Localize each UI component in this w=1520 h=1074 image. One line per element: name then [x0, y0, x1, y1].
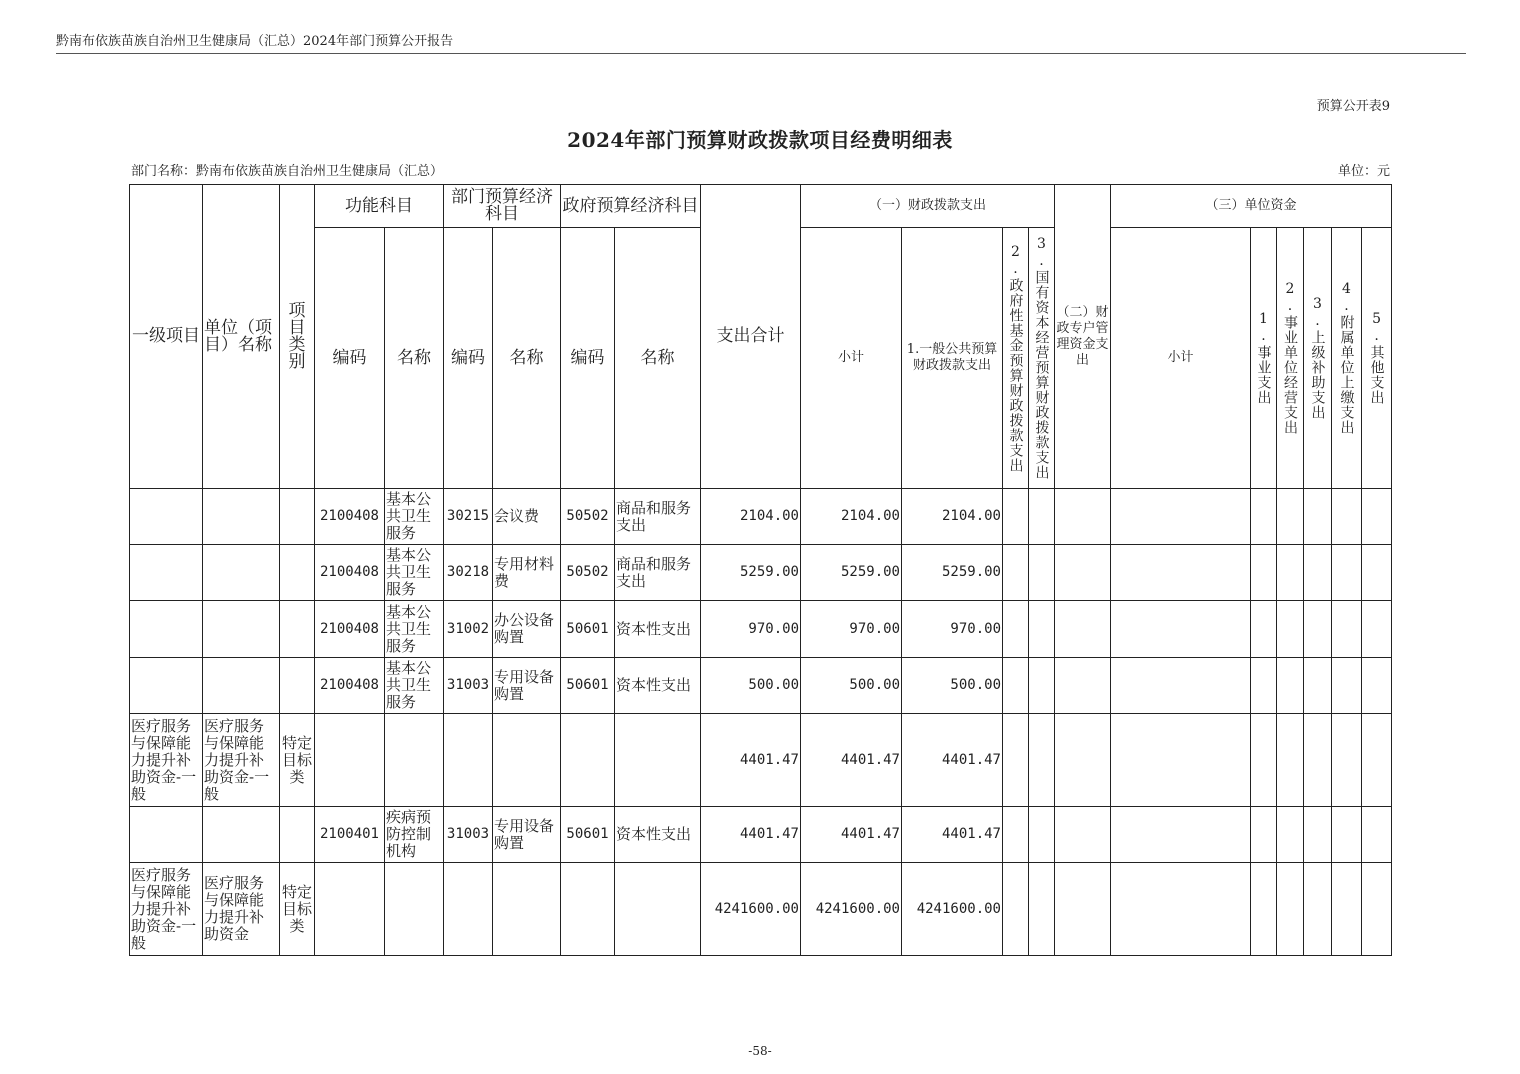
page-number: -58-	[748, 1044, 772, 1058]
cell-category	[280, 601, 315, 658]
cell-unit-name	[203, 489, 280, 545]
header-state-capital: 3.国有资本经营预算财政拨款支出	[1033, 236, 1050, 480]
cell-top-item	[130, 658, 203, 714]
cell-gov-code	[561, 863, 615, 956]
cell-func-name: 疾病预防控制机构	[385, 807, 444, 863]
cell-category	[280, 658, 315, 714]
cell-category: 特定目标类	[280, 863, 315, 956]
cell-dept-name: 会议费	[493, 489, 561, 545]
cell-total: 4401.47	[701, 807, 801, 863]
cell-func-code: 2100408	[315, 545, 385, 601]
cell-gov-code: 50601	[561, 807, 615, 863]
header-rule	[56, 53, 1466, 54]
cell-general-budget: 4401.47	[902, 714, 1003, 807]
cell-top-item	[130, 545, 203, 601]
cell-gov-name: 资本性支出	[615, 658, 701, 714]
header-unit-business: 2.事业单位经营支出	[1282, 281, 1299, 435]
cell-gov-name: 资本性支出	[615, 601, 701, 658]
cell-total: 500.00	[701, 658, 801, 714]
cell-gov-code: 50601	[561, 658, 615, 714]
header-top-item: 一级项目	[130, 185, 203, 489]
cell-gov-name: 商品和服务支出	[615, 489, 701, 545]
cell-category	[280, 545, 315, 601]
cell-func-name	[385, 863, 444, 956]
cell-gov-code: 50502	[561, 545, 615, 601]
cell-gov-name: 资本性支出	[615, 807, 701, 863]
header-unit-subordinate: 4.附属单位上缴支出	[1338, 281, 1355, 435]
cell-total: 2104.00	[701, 489, 801, 545]
cell-dept-code	[444, 863, 493, 956]
cell-top-item: 医疗服务与保障能力提升补助资金-一般	[130, 863, 203, 956]
cell-func-code: 2100408	[315, 658, 385, 714]
header-fiscal-subtotal: 小计	[801, 228, 902, 489]
header-dept-econ-subject: 部门预算经济科目	[444, 185, 561, 228]
table-row	[130, 489, 1392, 545]
cell-dept-code: 30215	[444, 489, 493, 545]
cell-fiscal-subtotal: 2104.00	[801, 489, 902, 545]
cell-general-budget: 500.00	[902, 658, 1003, 714]
cell-func-code: 2100408	[315, 489, 385, 545]
cell-total: 4241600.00	[701, 863, 801, 956]
cell-unit-name	[203, 601, 280, 658]
cell-dept-name	[493, 863, 561, 956]
budget-table	[129, 184, 1392, 956]
cell-fiscal-subtotal: 4401.47	[801, 714, 902, 807]
cell-fiscal-subtotal: 4241600.00	[801, 863, 902, 956]
header-special-account: （二）财政专户管理资金支出	[1055, 185, 1111, 489]
cell-func-name: 基本公共卫生服务	[385, 489, 444, 545]
cell-fiscal-subtotal: 5259.00	[801, 545, 902, 601]
header-gov-econ-subject: 政府预算经济科目	[561, 185, 701, 228]
header-general-budget: 1.一般公共预算财政拨款支出	[902, 228, 1003, 489]
running-header: 黔南布依族苗族自治州卫生健康局（汇总）2024年部门预算公开报告	[56, 34, 454, 49]
header-category: 项目类别	[280, 185, 315, 489]
cell-dept-name: 办公设备购置	[493, 601, 561, 658]
cell-dept-code: 31003	[444, 658, 493, 714]
cell-general-budget: 2104.00	[902, 489, 1003, 545]
cell-dept-code: 30218	[444, 545, 493, 601]
cell-total: 4401.47	[701, 714, 801, 807]
header-dept-code: 编码	[444, 228, 493, 489]
cell-dept-name: 专用设备购置	[493, 658, 561, 714]
cell-func-name: 基本公共卫生服务	[385, 545, 444, 601]
cell-category: 特定目标类	[280, 714, 315, 807]
cell-gov-code	[561, 714, 615, 807]
header-unit-career: 1.事业支出	[1255, 311, 1272, 405]
cell-general-budget: 4241600.00	[902, 863, 1003, 956]
currency-unit: 单位：元	[1337, 164, 1390, 179]
cell-func-code	[315, 714, 385, 807]
header-total: 支出合计	[701, 185, 801, 489]
cell-dept-name: 专用材料费	[493, 545, 561, 601]
cell-func-name: 基本公共卫生服务	[385, 658, 444, 714]
header-gov-name: 名称	[615, 228, 701, 489]
cell-top-item	[130, 489, 203, 545]
table-row	[130, 863, 1392, 956]
header-dept-name: 名称	[493, 228, 561, 489]
cell-general-budget: 5259.00	[902, 545, 1003, 601]
cell-fiscal-subtotal: 500.00	[801, 658, 902, 714]
header-fiscal-appropriation: （一）财政拨款支出	[801, 185, 1055, 228]
cell-gov-name: 商品和服务支出	[615, 545, 701, 601]
header-unit-superior: 3.上级补助支出	[1309, 296, 1326, 420]
header-unit-other: 5.其他支出	[1368, 311, 1385, 405]
header-function-subject: 功能科目	[315, 185, 444, 228]
cell-general-budget: 4401.47	[902, 807, 1003, 863]
cell-unit-name	[203, 807, 280, 863]
cell-dept-name	[493, 714, 561, 807]
cell-func-code	[315, 863, 385, 956]
department-name: 部门名称：黔南布依族苗族自治州卫生健康局（汇总）	[131, 164, 444, 179]
cell-unit-name	[203, 545, 280, 601]
cell-func-code: 2100401	[315, 807, 385, 863]
cell-unit-name: 医疗服务与保障能力提升补助资金	[203, 863, 280, 956]
table-row	[130, 807, 1392, 863]
header-unit-subtotal: 小计	[1111, 228, 1251, 489]
table-row	[130, 601, 1392, 658]
page-title: 2024年部门预算财政拨款项目经费明细表	[567, 128, 953, 152]
cell-gov-name	[615, 714, 701, 807]
header-gov-fund: 2.政府性基金预算财政拨款支出	[1007, 243, 1024, 473]
cell-unit-name: 医疗服务与保障能力提升补助资金-一般	[203, 714, 280, 807]
cell-gov-name	[615, 863, 701, 956]
cell-func-code: 2100408	[315, 601, 385, 658]
cell-dept-code: 31002	[444, 601, 493, 658]
cell-category	[280, 489, 315, 545]
cell-dept-code: 31003	[444, 807, 493, 863]
cell-fiscal-subtotal: 970.00	[801, 601, 902, 658]
cell-fiscal-subtotal: 4401.47	[801, 807, 902, 863]
cell-total: 5259.00	[701, 545, 801, 601]
cell-top-item	[130, 807, 203, 863]
header-func-name: 名称	[385, 228, 444, 489]
cell-category	[280, 807, 315, 863]
cell-dept-name: 专用设备购置	[493, 807, 561, 863]
header-unit-funds: （三）单位资金	[1111, 185, 1392, 228]
cell-unit-name	[203, 658, 280, 714]
cell-general-budget: 970.00	[902, 601, 1003, 658]
table-row	[130, 658, 1392, 714]
cell-total: 970.00	[701, 601, 801, 658]
cell-dept-code	[444, 714, 493, 807]
table-row	[130, 714, 1392, 807]
cell-gov-code: 50601	[561, 601, 615, 658]
header-func-code: 编码	[315, 228, 385, 489]
form-number: 预算公开表9	[1316, 99, 1390, 114]
cell-gov-code: 50502	[561, 489, 615, 545]
cell-top-item: 医疗服务与保障能力提升补助资金-一般	[130, 714, 203, 807]
cell-top-item	[130, 601, 203, 658]
cell-func-name: 基本公共卫生服务	[385, 601, 444, 658]
table-row	[130, 545, 1392, 601]
cell-func-name	[385, 714, 444, 807]
header-unit-name: 单位（项目）名称	[203, 185, 280, 489]
header-gov-code: 编码	[561, 228, 615, 489]
